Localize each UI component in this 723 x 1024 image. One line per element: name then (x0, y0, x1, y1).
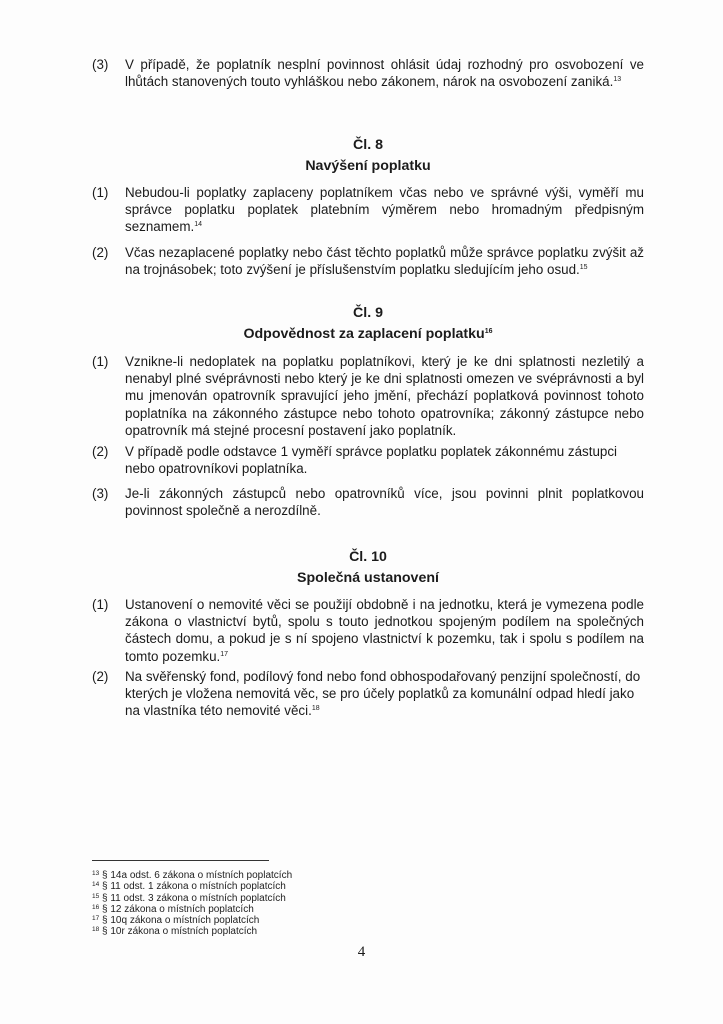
paragraph-text: Je-li zákonných zástupců nebo opatrovníků více, jsou povinni plnit poplatkovou povinnost společně a nerozdílně. (125, 486, 644, 519)
footnote-number: 18 (92, 926, 100, 934)
paragraph-text: Vznikne-li nedoplatek na poplatku poplatníkovi, který je ke dni splatnosti nezletilý a nenabyl plné svéprávnosti nebo který je ke dni splatnosti omezen ve svéprávnosti a byl mu jmenován opatrovník spravující jeho jmění, přechází poplatková povinnost tohoto poplatníka na zákonného zástupce nebo tohoto opatrovníka; zákonný zástupce nebo opatrovník má stejné procesní postavení jako poplatník. (125, 354, 644, 438)
article-8-title: Čl. 8 (353, 137, 383, 153)
footnote: $^{17}$ § 10q zákona o místních poplatcích (92, 915, 260, 927)
footnote-ref: 13 (613, 76, 622, 84)
footnote: $^{13}$ § 14a odst. 6 zákona o místních poplatcích (92, 870, 293, 881)
paragraph-number: (1) (92, 597, 109, 612)
paragraph-number: (2) (92, 669, 109, 684)
footnote: $^{16}$ § 12 zákona o místních poplatcích (92, 903, 254, 915)
article-10-title: Čl. 10 (349, 549, 387, 565)
page-number: 4 (357, 944, 366, 960)
footnote-number: 17 (92, 915, 100, 923)
paragraph-text: V případě podle odstavce 1 vyměří správce poplatku poplatek zákonnému zástupci nebo opatrovníkovi poplatníka. (125, 444, 618, 477)
footnote: $^{15}$ § 11 odst. 3 zákona o místních poplatcích (92, 892, 286, 904)
footnote-ref: 16 (484, 328, 493, 335)
paragraph-text: V případě, že poplatník nesplní povinnost ohlásit údaj rozhodný pro osvobození ve lhůtách stanovených touto vyhláškou nebo zákonem, nárok na osvobození zaniká.$^{13}$ (125, 57, 644, 90)
footnote: $^{18}$ § 10r zákona o místních poplatcích (92, 926, 258, 938)
footnote-ref: 18 (311, 705, 320, 713)
paragraph-number: (2) (92, 444, 109, 459)
footnote-ref: 17 (220, 650, 229, 658)
paragraph-number: (3) (92, 57, 109, 72)
article-8-subtitle: Navýšení poplatku (305, 158, 431, 174)
article-9-subtitle: Odpovědnost za zaplacení poplatku$^{16}$ (243, 326, 493, 342)
paragraph-text: Včas nezaplacené poplatky nebo část těchto poplatků může správce poplatku zvýšit až na trojnásobek; toto zvýšení je příslušenstvím poplatku sledujícím jeho osud.$^{15}$ (125, 245, 644, 278)
paragraph-text: Nebudou-li poplatky zaplaceny poplatníkem včas nebo ve správné výši, vyměří mu správce poplatku poplatek platebním výměrem nebo hromadným předpisným seznamem.$^{14}$ (125, 185, 644, 235)
footnote-ref: 15 (579, 264, 588, 272)
paragraph-text: Na svěřenský fond, podílový fond nebo fond obhospodařovaný penzijní společností, do kterých je vložena nemovitá věc, se pro účely poplatků za komunální odpad hledí jako na vlastníka této nemovité věci.$^{18}$ (125, 669, 641, 719)
paragraph-number: (1) (92, 354, 109, 369)
footnote-number: 15 (92, 892, 100, 900)
footnote-number: 13 (92, 870, 100, 877)
footnote-number: 14 (92, 881, 100, 889)
footnote-separator (92, 860, 269, 861)
paragraph-text: Ustanovení o nemovité věci se použijí obdobně i na jednotku, která je vymezena podle zákona o vlastnictví bytů, spolu s touto jednotkou spojeným podílem na společných částech domu, a pokud je s ní spojeno vlastnictví k pozemku, tak i spolu s podílem na tomto pozemku.$^{17}$ (125, 597, 644, 664)
footnote-number: 16 (92, 903, 100, 911)
footnote: $^{14}$ § 11 odst. 1 zákona o místních poplatcích (92, 881, 286, 893)
article-9-title: Čl. 9 (353, 305, 383, 321)
footnotes (92, 870, 492, 938)
paragraph-number: (2) (92, 245, 109, 260)
footnote-ref: 14 (194, 221, 203, 229)
paragraph-number: (3) (92, 486, 109, 501)
paragraph-number: (1) (92, 185, 109, 200)
article-10-subtitle: Společná ustanovení (297, 570, 439, 586)
